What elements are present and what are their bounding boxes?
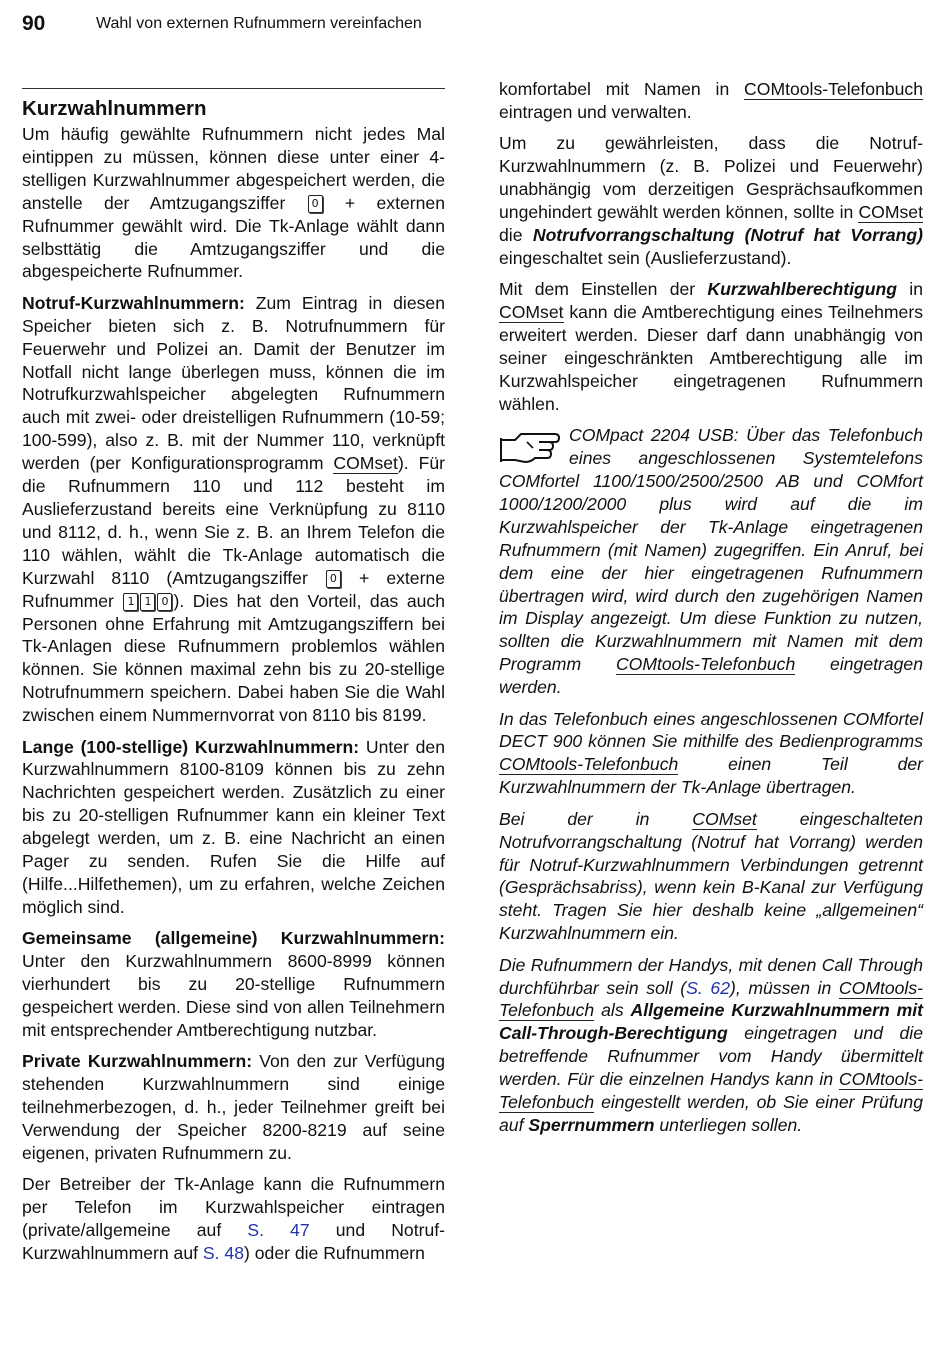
comtools-ref: COMtools-Telefonbuch [615,654,796,675]
section-rule [22,88,445,89]
continued-paragraph: komfortabel mit Namen in COMtools-Telefonbuch eintragen und verwalten. [499,79,923,122]
key-0-icon: 0 [326,570,341,588]
note-comfortel-dect: In das Telefonbuch eines angeschlossenen COMfortel DECT 900 können Sie mithilfe des Bedienprogramms COMtools-Telefonbuch einen Teil der Kurzwahlnummern der Tk-Anlage übertragen. [499,708,923,798]
comset-ref: COMset [692,808,757,829]
pointing-hand-icon [499,426,561,466]
comset-ref: COMset [333,453,398,474]
comtools-ref: COMtools-Telefonbuch [744,79,923,99]
comset-ref: COMset [499,302,564,323]
running-title: Wahl von externen Rufnummern vereinfachen [96,15,422,32]
left-column [22,96,445,1274]
key-1-icon: 1 [140,593,155,611]
long-speed-dial-paragraph: Lange (100-stellige) Kurzwahlnummern: Unter den Kurzwahlnummern 8100-8109 können bis zu zehn Nachrichten gespeichert werden. Zusätzlich zu einer bis zu 20-stelligen Rufnummer kann ein kleiner Text abgelegt werden, um z. B. eine Nachricht an einen Pager zu senden. Rufen Sie die Hilfe auf (Hilfe...Hilfethemen), um zu erfahren, welche Zeichen möglich sind. [22,736,445,917]
page-link-47[interactable]: S. 47 [247,1220,310,1241]
page-header [22,12,928,40]
section-heading: Kurzwahlnummern [22,97,207,120]
key-1-icon: 1 [123,593,138,611]
comset-ref: COMset [858,202,923,223]
note-emergency-priority: Bei der in COMset eingeschalteten Notrufvorrangschaltung (Notruf hat Vorrang) werden für Notruf-Kurzwahlnummern Verbindungen getrennt (Gesprächsabriss), wenn kein B-Kanal zur Verfügung steht. Tragen Sie hier deshalb keine „allgemeinen“ Kurzwahlnummern ein. [499,808,923,944]
page-link-48[interactable]: S. 48 [202,1243,244,1264]
comtools-ref: COMtools-Telefonbuch [499,1069,923,1113]
common-speed-dial-paragraph: Gemeinsame (allgemeine) Kurzwahlnummern: Unter den Kurzwahlnummern 8600-8999 können vierhundert bis zu 20-stellige Rufnummern gespeichert werden. Diese sind von allen Teilnehmern mit entsprechender Amtberechtigung nutzbar. [22,928,445,1040]
key-0-icon: 0 [157,593,172,611]
private-speed-dial-paragraph: Private Kurzwahlnummern: Von den zur Verfügung stehenden Kurzwahlnummern sind einige teilnehmerbezogen, d. h., jeder Teilnehmer greift bei Verwendung der Speicher 8200-8219 auf seine eigenen, privaten Rufnummern zu. [22,1051,446,1163]
comtools-ref: COMtools-Telefonbuch [499,754,679,775]
operator-paragraph: Der Betreiber der Tk-Anlage kann die Rufnummern per Telefon im Kurzwahlspeicher eintragen (private/allgemeine auf S. 47 und Notruf-Kurzwahlnummern auf S. 48) oder die Rufnummern [22,1174,445,1264]
page-link-62[interactable]: S. 62 [686,977,730,998]
speed-dial-permission-paragraph: Mit dem Einstellen der Kurzwahlberechtigung in COMset kann die Amtberechtigung eines Teilnehmers erweitert werden. Dieser darf dann unabhängig von seiner eingeschränkten Amtberechtigung alle im Kurzwahlspeicher eingetragenen Rufnummern wählen. [499,279,923,414]
intro-paragraph: Um häufig gewählte Rufnummern nicht jedes Mal eintippen zu müssen, können diese unter einer 4-stelligen Kurzwahlnummer abgespeichert werden, die anstelle der Amtzugangsziffer 0 + externen Rufnummer gewählt wird. Die Tk-Anlage wählt dann selbsttätig die Amtzugangsziffer und die abgespeicherte Rufnummer. [22,124,445,282]
right-column [499,78,923,1145]
note-call-through: Die Rufnummern der Handys, mit denen Call Through durchführbar sein soll (S. 62), müssen in COMtools-Telefonbuch als Allgemeine Kurzwahlnummern mit Call-Through-Berechtigung eingetragen und die betreffende Rufnummer vom Handy übermittelt werden. Für die einzelnen Handys kann in COMtools-Telefonbuch eingestellt werden, ob Sie einer Prüfung auf Sperrnummern unterliegen sollen. [499,954,923,1135]
emergency-priority-paragraph: Um zu gewährleisten, dass die Notruf-Kurzwahlnummern (z. B. Polizei und Feuerwehr) unabhängig vom derzeitigen Gesprächsaufkommen ungehindert gewählt werden können, sollte in COMset die Notrufvorrangschaltung (Notruf hat Vorrang) eingeschaltet sein (Auslieferzustand). [499,133,923,268]
note-compact-2204: COMpact 2204 USB: Über das Telefonbuch eines angeschlossenen Systemtelefons COMfortel 1100/1500/2500/2500 AB und COMfort 1000/1200/2000 plus wird auf die im Kurzwahlspeicher der Tk-Anlage eingetragenen Rufnummern (mit Namen) zugegriffen. Ein Anruf, bei dem eine der hier eingetragenen Rufnummern übertragen wird, wird durch den zugehörigen Namen im Display angezeigt. Um diese Funktion zu nutzen, sollten die Kurzwahlnummern mit Namen mit dem Programm COMtools-Telefonbuch eingetragen werden. [499,425,923,698]
page-number: 90 [22,12,46,35]
comtools-ref: COMtools-Telefonbuch [499,977,923,1021]
key-0-icon: 0 [308,195,323,213]
emergency-paragraph: Notruf-Kurzwahlnummern: Zum Eintrag in diesen Speicher bieten sich z. B. Notrufnummern für Feuerwehr und Polizei an. Damit der Benutzer im Notfall nicht lange überlegen muss, können die im Notrufkurzwahlspeicher abgelegten Rufnummern auch mit zwei- oder dreistelligen Rufnummern (10-59; 100-599), also z. B. mit der Nummer 110, verknüpft werden (per Konfigurationsprogramm COMset). Für die Rufnummern 110 und 112 besteht im Auslieferzustand bereits eine Verknüpfung zu 8110 und 8112, d. h., wenn Sie z. B. an Ihrem Telefon die 110 wählen, wählt die Tk-Anlage automatisch die Kurzwahl 8110 (Amtzugangsziffer 0 + externe Rufnummer 1 1 0 ). Dies hat den Vorteil, das auch Personen ohne Erfahrung mit Amtzugangsziffern bei Tk-Anlagen diese Rufnummern problemlos wählen können. Sie können maximal zehn bis zu 20-stellige Notrufnummern speichern. Dabei haben Sie die Wahl zwischen einem Nummernvorrat von 8110 bis 8199. [22,292,445,726]
